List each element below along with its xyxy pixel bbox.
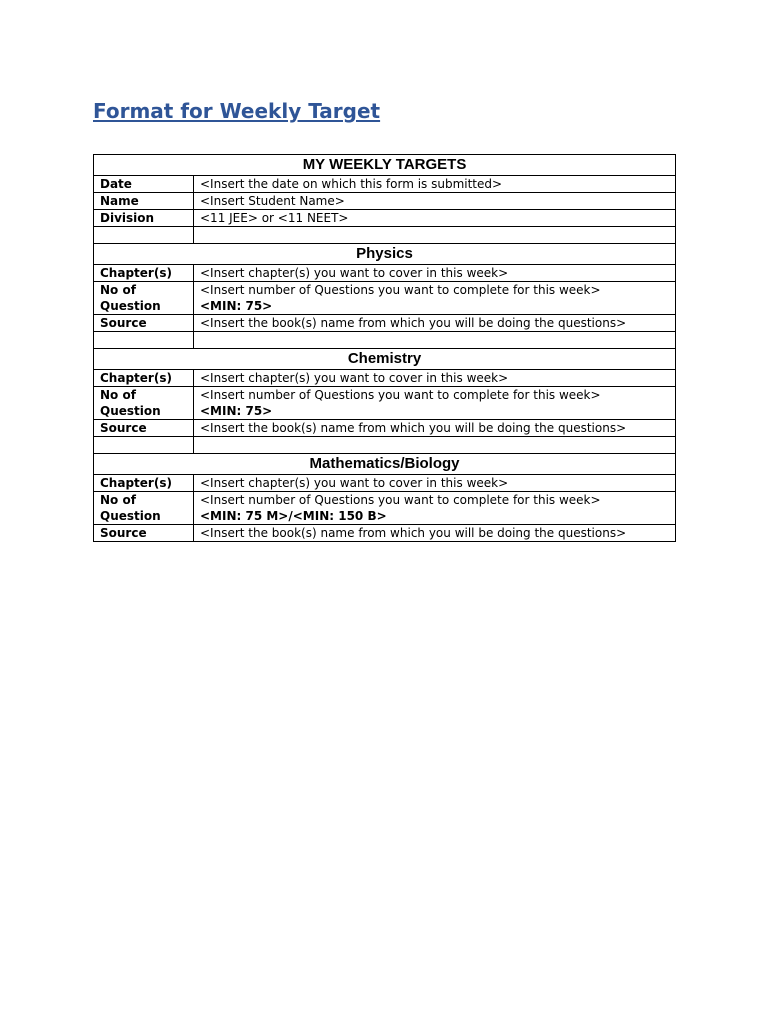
section-header-row: [94, 244, 676, 265]
table-row: [94, 370, 676, 387]
name-value: <Insert Student Name>: [194, 193, 676, 210]
chapters-label: Chapter(s): [94, 475, 194, 492]
questions-value: <Insert number of Questions you want to complete for this week>: [200, 388, 601, 402]
questions-label: [94, 387, 194, 420]
questions-min: <MIN: 75>: [200, 404, 273, 418]
table-header: MY WEEKLY TARGETS: [94, 155, 676, 176]
table-row: [94, 265, 676, 282]
questions-label: [94, 282, 194, 315]
table-row: [94, 525, 676, 542]
questions-cell: [194, 387, 676, 420]
questions-label-line-1: No of: [100, 493, 136, 507]
blank-row: [94, 332, 676, 349]
division-value: <11 JEE> or <11 NEET>: [194, 210, 676, 227]
blank-cell: [94, 437, 194, 454]
name-label: Name: [94, 193, 194, 210]
chapters-label: Chapter(s): [94, 370, 194, 387]
table-row: [94, 420, 676, 437]
questions-label-line-1: No of: [100, 283, 136, 297]
blank-cell: [94, 227, 194, 244]
table-row: [94, 475, 676, 492]
questions-label: [94, 492, 194, 525]
section-header-row: [94, 454, 676, 475]
blank-row: [94, 437, 676, 454]
source-value: <Insert the book(s) name from which you will be doing the questions>: [194, 315, 676, 332]
section-header-chemistry: Chemistry: [94, 349, 676, 370]
source-label: Source: [94, 315, 194, 332]
table-header-row: [94, 155, 676, 176]
table-row: [94, 282, 676, 315]
page-title: Format for Weekly Target: [93, 99, 381, 123]
source-value: <Insert the book(s) name from which you will be doing the questions>: [194, 525, 676, 542]
section-header-physics: Physics: [94, 244, 676, 265]
division-label: Division: [94, 210, 194, 227]
questions-min: <MIN: 75 M>/<MIN: 150 B>: [200, 509, 387, 523]
questions-label-line-2: Question: [100, 299, 161, 313]
section-header-mathbio: Mathematics/Biology: [94, 454, 676, 475]
table-row: [94, 315, 676, 332]
questions-label-line-2: Question: [100, 404, 161, 418]
blank-cell: [194, 332, 676, 349]
chapters-label: Chapter(s): [94, 265, 194, 282]
blank-cell: [194, 227, 676, 244]
chapters-value: <Insert chapter(s) you want to cover in this week>: [194, 265, 676, 282]
source-label: Source: [94, 420, 194, 437]
chapters-value: <Insert chapter(s) you want to cover in this week>: [194, 370, 676, 387]
table-row-name: [94, 193, 676, 210]
questions-cell: [194, 492, 676, 525]
chapters-value: <Insert chapter(s) you want to cover in this week>: [194, 475, 676, 492]
date-value: <Insert the date on which this form is submitted>: [194, 176, 676, 193]
table-row: [94, 387, 676, 420]
questions-value: <Insert number of Questions you want to complete for this week>: [200, 493, 601, 507]
questions-label-line-1: No of: [100, 388, 136, 402]
weekly-target-table: [93, 154, 676, 542]
source-label: Source: [94, 525, 194, 542]
source-value: <Insert the book(s) name from which you will be doing the questions>: [194, 420, 676, 437]
questions-min: <MIN: 75>: [200, 299, 273, 313]
table-row-division: [94, 210, 676, 227]
date-label: Date: [94, 176, 194, 193]
blank-cell: [94, 332, 194, 349]
blank-row: [94, 227, 676, 244]
section-header-row: [94, 349, 676, 370]
questions-cell: [194, 282, 676, 315]
blank-cell: [194, 437, 676, 454]
questions-label-line-2: Question: [100, 509, 161, 523]
questions-value: <Insert number of Questions you want to complete for this week>: [200, 283, 601, 297]
table-row: [94, 492, 676, 525]
table-row-date: [94, 176, 676, 193]
